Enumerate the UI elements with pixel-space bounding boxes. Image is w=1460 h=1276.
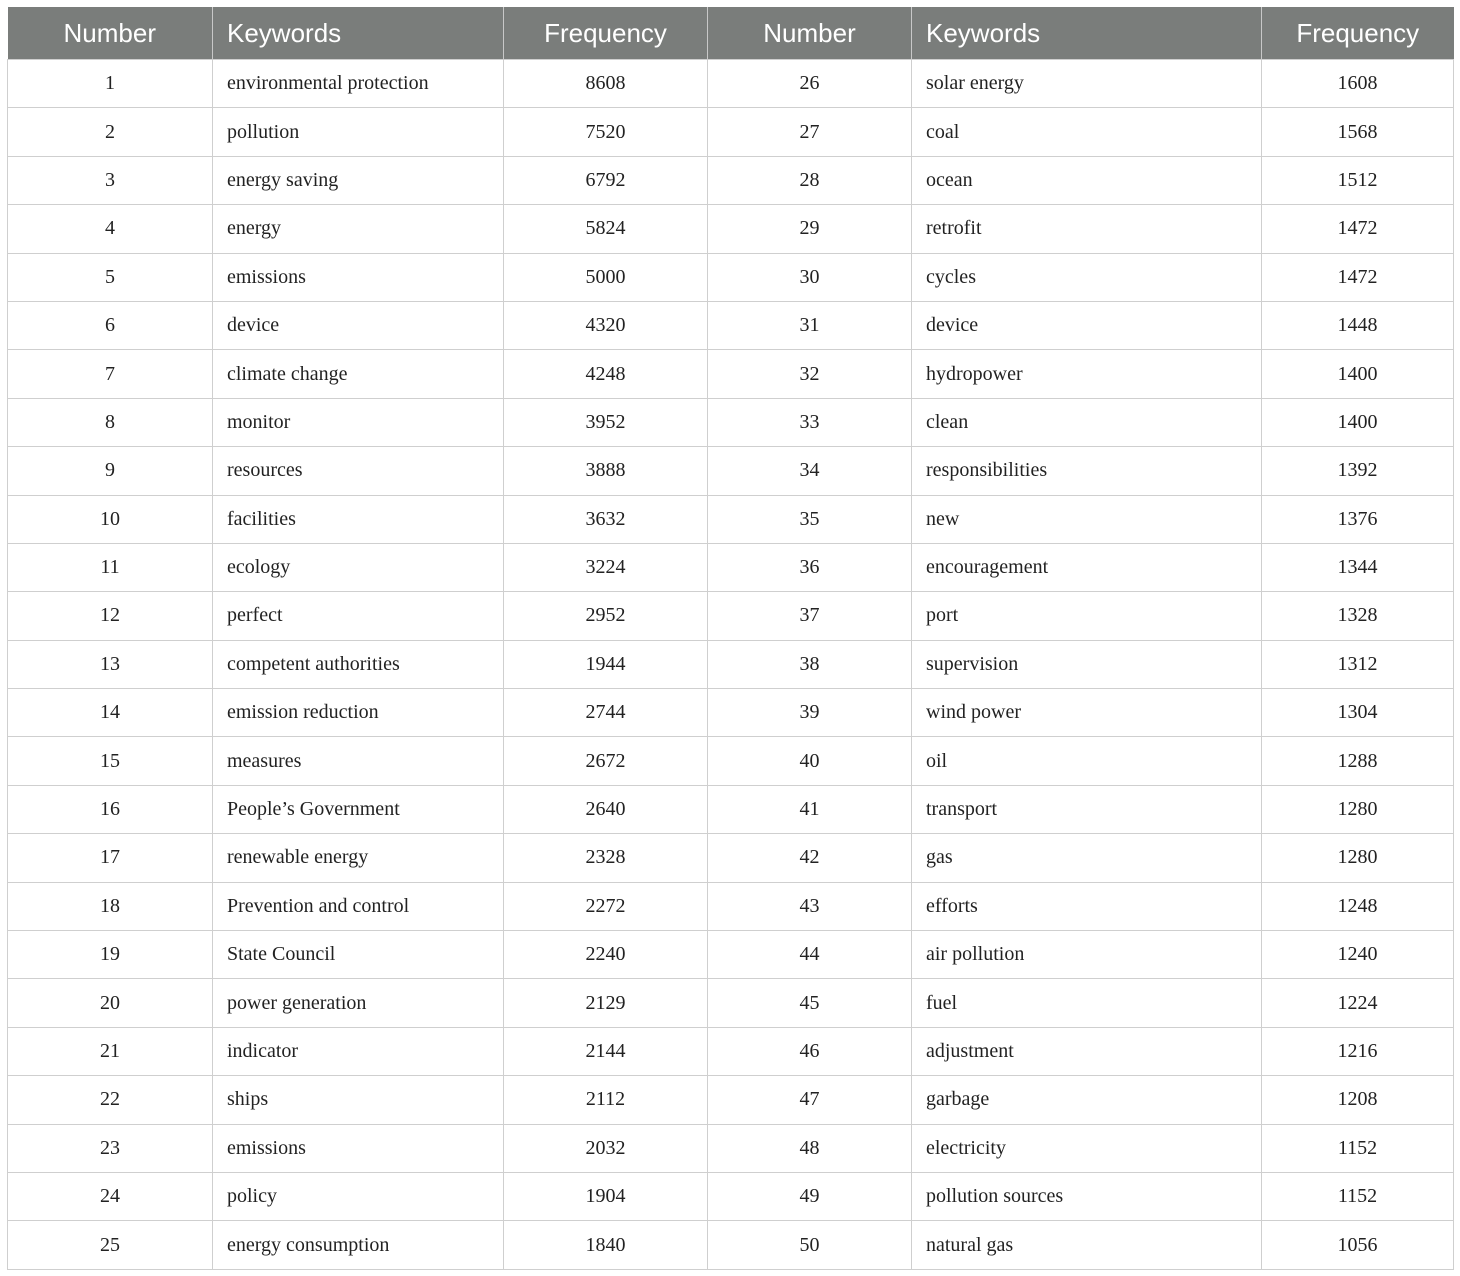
cell-keyword: hydropower [912,350,1262,398]
table-row [8,1221,1454,1269]
cell-number: 50 [708,1221,912,1269]
cell-frequency: 1056 [1262,1221,1454,1269]
cell-keyword: gas [912,834,1262,882]
cell-keyword: energy consumption [213,1221,504,1269]
header-frequency-1: Frequency [504,7,708,60]
cell-frequency: 5824 [504,205,708,253]
cell-keyword: power generation [213,979,504,1027]
cell-number: 32 [708,350,912,398]
cell-number: 33 [708,398,912,446]
cell-frequency: 1240 [1262,931,1454,979]
cell-number: 24 [8,1172,213,1220]
cell-keyword: device [912,301,1262,349]
cell-number: 48 [708,1124,912,1172]
cell-frequency: 3888 [504,447,708,495]
cell-number: 45 [708,979,912,1027]
cell-keyword: emissions [213,253,504,301]
cell-frequency: 5000 [504,253,708,301]
cell-frequency: 2640 [504,785,708,833]
cell-keyword: efforts [912,882,1262,930]
cell-frequency: 1904 [504,1172,708,1220]
cell-frequency: 2952 [504,592,708,640]
cell-keyword: competent authorities [213,640,504,688]
cell-number: 6 [8,301,213,349]
cell-keyword: device [213,301,504,349]
cell-number: 20 [8,979,213,1027]
cell-frequency: 1224 [1262,979,1454,1027]
cell-frequency: 2129 [504,979,708,1027]
table-row [8,640,1454,688]
cell-keyword: ecology [213,543,504,591]
table-row [8,834,1454,882]
cell-keyword: coal [912,108,1262,156]
cell-frequency: 1400 [1262,350,1454,398]
header-keywords-1: Keywords [213,7,504,60]
cell-number: 18 [8,882,213,930]
cell-frequency: 2672 [504,737,708,785]
cell-keyword: perfect [213,592,504,640]
cell-number: 16 [8,785,213,833]
cell-number: 22 [8,1076,213,1124]
table-row [8,931,1454,979]
cell-keyword: energy [213,205,504,253]
cell-keyword: transport [912,785,1262,833]
cell-number: 3 [8,156,213,204]
cell-number: 25 [8,1221,213,1269]
cell-frequency: 1944 [504,640,708,688]
table-row [8,689,1454,737]
cell-number: 15 [8,737,213,785]
cell-keyword: encouragement [912,543,1262,591]
cell-number: 44 [708,931,912,979]
cell-frequency: 1248 [1262,882,1454,930]
cell-frequency: 1512 [1262,156,1454,204]
cell-keyword: retrofit [912,205,1262,253]
cell-frequency: 1448 [1262,301,1454,349]
table-row [8,737,1454,785]
cell-number: 40 [708,737,912,785]
cell-frequency: 1216 [1262,1027,1454,1075]
header-frequency-2: Frequency [1262,7,1454,60]
cell-number: 37 [708,592,912,640]
cell-number: 27 [708,108,912,156]
cell-number: 36 [708,543,912,591]
cell-frequency: 1344 [1262,543,1454,591]
cell-number: 34 [708,447,912,495]
cell-frequency: 1472 [1262,253,1454,301]
cell-keyword: energy saving [213,156,504,204]
cell-number: 4 [8,205,213,253]
cell-frequency: 2032 [504,1124,708,1172]
cell-keyword: environmental protection [213,60,504,108]
cell-number: 14 [8,689,213,737]
cell-frequency: 1280 [1262,834,1454,882]
table-row [8,1027,1454,1075]
table-row [8,592,1454,640]
table-row [8,1124,1454,1172]
cell-frequency: 1280 [1262,785,1454,833]
cell-keyword: pollution [213,108,504,156]
cell-keyword: emissions [213,1124,504,1172]
cell-frequency: 1328 [1262,592,1454,640]
cell-frequency: 2240 [504,931,708,979]
cell-frequency: 1152 [1262,1124,1454,1172]
cell-number: 47 [708,1076,912,1124]
cell-number: 38 [708,640,912,688]
cell-frequency: 1376 [1262,495,1454,543]
cell-keyword: cycles [912,253,1262,301]
cell-number: 43 [708,882,912,930]
keyword-frequency-table-container [7,7,1453,1270]
table-row [8,205,1454,253]
cell-frequency: 3632 [504,495,708,543]
cell-number: 12 [8,592,213,640]
cell-number: 10 [8,495,213,543]
cell-number: 11 [8,543,213,591]
cell-keyword: climate change [213,350,504,398]
cell-keyword: solar energy [912,60,1262,108]
cell-keyword: resources [213,447,504,495]
cell-frequency: 1568 [1262,108,1454,156]
cell-number: 13 [8,640,213,688]
table-row [8,543,1454,591]
cell-number: 7 [8,350,213,398]
cell-keyword: indicator [213,1027,504,1075]
cell-keyword: emission reduction [213,689,504,737]
cell-keyword: port [912,592,1262,640]
cell-number: 2 [8,108,213,156]
cell-frequency: 8608 [504,60,708,108]
cell-keyword: garbage [912,1076,1262,1124]
cell-frequency: 2144 [504,1027,708,1075]
table-row [8,882,1454,930]
cell-number: 41 [708,785,912,833]
cell-number: 23 [8,1124,213,1172]
cell-frequency: 1208 [1262,1076,1454,1124]
cell-frequency: 2272 [504,882,708,930]
cell-keyword: Prevention and control [213,882,504,930]
cell-keyword: measures [213,737,504,785]
table-row [8,1172,1454,1220]
cell-keyword: clean [912,398,1262,446]
cell-keyword: responsibilities [912,447,1262,495]
cell-number: 39 [708,689,912,737]
cell-keyword: renewable energy [213,834,504,882]
table-body [8,60,1454,1270]
header-number-1: Number [8,7,213,60]
cell-keyword: fuel [912,979,1262,1027]
cell-keyword: air pollution [912,931,1262,979]
cell-frequency: 1152 [1262,1172,1454,1220]
header-keywords-2: Keywords [912,7,1262,60]
cell-number: 8 [8,398,213,446]
table-row [8,785,1454,833]
cell-keyword: electricity [912,1124,1262,1172]
cell-frequency: 1304 [1262,689,1454,737]
table-row [8,253,1454,301]
table-header [8,7,1454,60]
cell-frequency: 1840 [504,1221,708,1269]
cell-number: 31 [708,301,912,349]
table-row [8,495,1454,543]
cell-keyword: ships [213,1076,504,1124]
cell-frequency: 2744 [504,689,708,737]
table-row [8,447,1454,495]
cell-number: 28 [708,156,912,204]
cell-number: 17 [8,834,213,882]
cell-frequency: 1312 [1262,640,1454,688]
cell-frequency: 1400 [1262,398,1454,446]
cell-number: 30 [708,253,912,301]
cell-keyword: ocean [912,156,1262,204]
cell-number: 19 [8,931,213,979]
table-row [8,350,1454,398]
table-row [8,60,1454,108]
cell-keyword: wind power [912,689,1262,737]
cell-keyword: monitor [213,398,504,446]
cell-keyword: new [912,495,1262,543]
table-row [8,979,1454,1027]
keyword-frequency-table [7,7,1454,1270]
cell-frequency: 1472 [1262,205,1454,253]
cell-number: 26 [708,60,912,108]
cell-keyword: adjustment [912,1027,1262,1075]
cell-frequency: 1392 [1262,447,1454,495]
cell-frequency: 3952 [504,398,708,446]
table-row [8,1076,1454,1124]
cell-frequency: 4248 [504,350,708,398]
cell-frequency: 1288 [1262,737,1454,785]
cell-frequency: 4320 [504,301,708,349]
cell-frequency: 6792 [504,156,708,204]
cell-frequency: 7520 [504,108,708,156]
table-row [8,108,1454,156]
cell-number: 1 [8,60,213,108]
cell-keyword: pollution sources [912,1172,1262,1220]
cell-keyword: supervision [912,640,1262,688]
header-row [8,7,1454,60]
cell-number: 42 [708,834,912,882]
table-row [8,398,1454,446]
cell-number: 46 [708,1027,912,1075]
cell-keyword: natural gas [912,1221,1262,1269]
cell-frequency: 2328 [504,834,708,882]
cell-number: 29 [708,205,912,253]
cell-frequency: 2112 [504,1076,708,1124]
cell-keyword: People’s Government [213,785,504,833]
cell-keyword: oil [912,737,1262,785]
cell-number: 5 [8,253,213,301]
cell-keyword: policy [213,1172,504,1220]
header-number-2: Number [708,7,912,60]
cell-number: 21 [8,1027,213,1075]
cell-number: 9 [8,447,213,495]
cell-frequency: 3224 [504,543,708,591]
cell-keyword: facilities [213,495,504,543]
cell-frequency: 1608 [1262,60,1454,108]
cell-number: 35 [708,495,912,543]
table-row [8,156,1454,204]
cell-number: 49 [708,1172,912,1220]
cell-keyword: State Council [213,931,504,979]
table-row [8,301,1454,349]
